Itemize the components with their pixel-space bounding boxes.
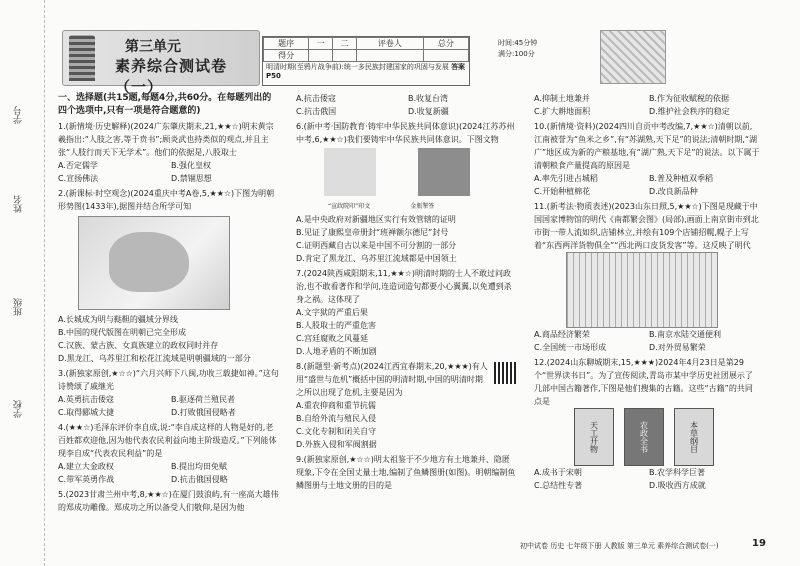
options-10 bbox=[534, 172, 760, 198]
seal-image bbox=[324, 148, 376, 196]
question-2: 2.(新课标·时空观念)(2024重庆中考A卷,5,★★☆)下图为明朝形势图(1433年),据图并结合所学可知 bbox=[58, 189, 275, 211]
question-5: 5.(2023甘肃兰州中考,8,★★☆)在厦门鼓浪屿,有一座高大雄伟的郑成功雕像。郑成功之所以备受人们敬仰,是因为他 bbox=[58, 490, 279, 512]
option[interactable]: A.是中央政府对新疆地区实行有效管辖的证明 bbox=[296, 215, 456, 224]
options-4 bbox=[58, 460, 280, 486]
book-cover: 农政全书 bbox=[624, 408, 664, 466]
option[interactable]: C.宫廷腐败之风蔓延 bbox=[296, 334, 369, 343]
option[interactable]: D.对外贸易繁荣 bbox=[649, 343, 706, 352]
option[interactable]: C.总结性专著 bbox=[534, 481, 583, 490]
binding-strip bbox=[0, 0, 45, 566]
question-7: 7.(2024陕西咸阳期末,11,★★☆)明清时期的士人不敢过问政治,也不敢看著作和学问,连造词造句都要小心翼翼,以免遭到杀身之祸。这体现了 bbox=[296, 269, 512, 304]
option[interactable]: A.商品经济繁荣 bbox=[534, 330, 590, 339]
score-head: 题序 bbox=[264, 38, 309, 50]
option[interactable]: D.外族入侵和军阀割据 bbox=[296, 440, 377, 449]
option[interactable]: B.见证了康熙皇帝册封“班禅额尔德尼”封号 bbox=[296, 228, 449, 237]
option[interactable]: C.全国统一市场形成 bbox=[534, 343, 607, 352]
track-note: 明清时期(至鸦片战争前):统一多民族封建国家的巩固与发展 答案 P50 bbox=[266, 63, 466, 80]
option[interactable]: C.汉族、蒙古族、女真族建立的政权同时并存 bbox=[58, 341, 219, 350]
name-label: 姓名 bbox=[14, 195, 24, 213]
tower-icon bbox=[69, 35, 95, 81]
unit-title: 第三单元 bbox=[125, 39, 181, 55]
option[interactable]: A.成书于宋朝 bbox=[534, 468, 582, 477]
footer-text: 初中试卷 历史 七年级下册 人教版 第三单元 素养综合测试卷(一) bbox=[520, 542, 719, 550]
question-4: 4.(★★☆)毛泽东评价李自成,说:“李自成这样的人物是好的,老百姓都欢迎他,因为他代表农民利益向地主阶级造反。”下列能体现李自成“代表农民利益”的是 bbox=[58, 423, 277, 458]
option[interactable]: B.南京水陆交通便利 bbox=[649, 330, 722, 339]
option[interactable]: B.提出均田免赋 bbox=[171, 462, 228, 471]
ancient-books bbox=[574, 408, 760, 466]
option[interactable]: C.扩大耕地面积 bbox=[534, 107, 591, 116]
score-head: 总分 bbox=[423, 38, 468, 50]
header-map-image bbox=[600, 30, 666, 84]
option[interactable]: A.英勇抗击倭寇 bbox=[58, 395, 114, 404]
option[interactable]: C.带军英勇作战 bbox=[58, 475, 115, 484]
option[interactable]: D.改良新品种 bbox=[649, 187, 698, 196]
option[interactable]: A.否定儒学 bbox=[58, 161, 98, 170]
option[interactable]: A.率先引进占城稻 bbox=[534, 174, 598, 183]
unit-banner bbox=[62, 30, 260, 96]
option[interactable]: A.建立大金政权 bbox=[58, 462, 114, 471]
question-10: 10.(新情境·资料)(2024四川自贡中考改编,7,★★☆)清朝以前,江南被誉为“鱼米之乡”,有“苏湖熟,天下足”的说法;清朝时期,“湖广”地区成为新的产粮基地,有“湖广熟,天下足”的说法。以下属于清朝粮食产量提高的原因是 bbox=[534, 122, 760, 170]
answer-ref: 答案 P50 bbox=[266, 63, 466, 80]
qr-code-icon[interactable] bbox=[494, 362, 516, 384]
column-3 bbox=[534, 92, 760, 492]
option[interactable]: D.人地矛盾的不断加剧 bbox=[296, 347, 377, 356]
score-head: 二 bbox=[333, 38, 357, 50]
option[interactable]: C.宣扬佛法 bbox=[58, 174, 99, 183]
score-head: 评卷人 bbox=[357, 38, 424, 50]
option[interactable]: C.抗击俄国 bbox=[296, 107, 337, 116]
q8-block bbox=[296, 360, 516, 399]
options-2 bbox=[58, 313, 280, 365]
option[interactable]: A.抑制土地兼并 bbox=[534, 94, 590, 103]
ming-map-figure bbox=[78, 216, 230, 310]
option[interactable]: B.普及种植双季稻 bbox=[649, 174, 714, 183]
question-12: 12.(2024山东聊城期末,15,★★★)2024年4月23日是第29个“世界读书日”。为了宣传阅读,青岛市某中学历史社团展示了几部中国古籍著作,下图是他们搜集的古籍。这些“古籍”的共同点是 bbox=[534, 358, 753, 406]
option[interactable]: D.维护社会秩序的稳定 bbox=[649, 107, 730, 116]
option[interactable]: A.抗击倭寇 bbox=[296, 94, 336, 103]
option[interactable]: B.作为征收赋税的依据 bbox=[649, 94, 730, 103]
full-score: 满分:100分 bbox=[498, 50, 535, 58]
book-cover: 天工开物 bbox=[574, 408, 614, 466]
option[interactable]: D.抗击俄国侵略 bbox=[171, 475, 228, 484]
option[interactable]: C.文化专制和闭关自守 bbox=[296, 427, 377, 436]
score-cell[interactable] bbox=[357, 50, 424, 62]
score-table bbox=[262, 36, 470, 86]
q6-images bbox=[296, 146, 516, 200]
section-title: 一、选择题(共15题,每题4分,共60分。在每题列出的四个选项中,只有一项是符合题意的) bbox=[58, 93, 272, 116]
score-cell: 得分 bbox=[264, 50, 309, 62]
option[interactable]: B.农学科学巨著 bbox=[649, 468, 706, 477]
option[interactable]: B.人股取士的严重危害 bbox=[296, 321, 377, 330]
options-12 bbox=[534, 466, 760, 492]
question-6: 6.(新中考·国防教育·铸牢中华民族共同体意识)(2024江苏苏州中考,6,★★☆)我们要铸牢中华民族共同体意识。下图文物 bbox=[296, 122, 515, 144]
q6-captions bbox=[328, 200, 516, 213]
option[interactable]: D.打败俄国侵略者 bbox=[171, 408, 236, 417]
nandu-painting-image bbox=[566, 252, 718, 328]
score-head: 一 bbox=[309, 38, 333, 50]
option[interactable]: C.开始种植棉花 bbox=[534, 187, 591, 196]
caption: “宣政院印”印文 bbox=[328, 203, 371, 210]
golden-urn-image bbox=[418, 148, 470, 196]
option[interactable]: B.强化皇权 bbox=[171, 161, 212, 170]
score-cell[interactable] bbox=[423, 50, 468, 62]
time-info bbox=[498, 38, 537, 60]
test-title: 素养综合测试卷（一） bbox=[115, 57, 228, 96]
option[interactable]: B.收复台湾 bbox=[408, 94, 449, 103]
option[interactable]: B.自给外流与殖民入侵 bbox=[296, 414, 377, 423]
column-2 bbox=[296, 92, 516, 492]
options-11 bbox=[534, 328, 760, 354]
options-9 bbox=[534, 92, 760, 118]
caption: 金瓶掣签 bbox=[410, 203, 435, 210]
question-1: 1.(新情境·历史解释)(2024广东肇庆期末,21,★★☆)明末黄宗羲指出:“人肢之害,等于贲书”;顾炎武也持类似的观点,并且主张“人肢行而天下无学术”。他们的依据是,八股取士 bbox=[58, 122, 274, 157]
score-cell[interactable] bbox=[333, 50, 357, 62]
option[interactable]: B.中国的现代版图在明朝已完全形成 bbox=[58, 328, 187, 337]
option[interactable]: A.长城成为明与鞑靼的疆域分界线 bbox=[58, 315, 178, 324]
options-3 bbox=[58, 393, 280, 419]
option[interactable]: D.禁锢思想 bbox=[171, 174, 212, 183]
time-limit: 时间:45分钟 bbox=[498, 39, 538, 47]
class-label: 班级 bbox=[14, 298, 24, 316]
option[interactable]: A.重农抑商和重节抗儒 bbox=[296, 401, 376, 410]
question-9: 9.(新独家原创,★☆☆)明太祖鉴于不少地方有土地兼并、隐匿现象,下令在全国丈量土地,编制了鱼鳞图册(如图)。明朝编制鱼鳞图册与土地文册的目的是 bbox=[296, 455, 516, 490]
score-cell[interactable] bbox=[309, 50, 333, 62]
book-cover: 本草纲目 bbox=[674, 408, 714, 466]
school-label: 学校 bbox=[14, 400, 24, 418]
option[interactable]: D.吸收西方成就 bbox=[649, 481, 706, 490]
option[interactable]: D.收复新疆 bbox=[408, 107, 449, 116]
option[interactable]: A.文字狱的严重后果 bbox=[296, 308, 368, 317]
option[interactable]: D.肯定了黑龙江、乌苏里江流域都是中国领土 bbox=[296, 254, 457, 263]
question-3: 3.(新独家原创,★☆☆)“六月兴师下八闽,功收三载捷如神。”这句诗赞颂了戚继光 bbox=[58, 369, 279, 391]
option[interactable]: C.证明西藏自古以来是中国不可分割的一部分 bbox=[296, 241, 457, 250]
page-number: 19 bbox=[752, 538, 766, 549]
option[interactable]: C.取得郾城大捷 bbox=[58, 408, 115, 417]
options-7 bbox=[296, 306, 516, 358]
question-11: 11.(新考法·物质表述)(2023山东日照,5,★★☆)下图是现藏于中国国家博物馆的明代《南都繁会图》(局部),画面上南京街市到北市街一带人流如织,店铺林立,并绘有109个店铺招幌,幌子上写着“东西两洋货物俱全”“西北两口皮货发客”等。这反映了明代 bbox=[534, 202, 759, 250]
column-1 bbox=[58, 92, 280, 514]
options-5 bbox=[296, 92, 516, 118]
option[interactable]: B.驱逐荷兰殖民者 bbox=[171, 395, 236, 404]
student-id-label: 学号 bbox=[14, 106, 24, 124]
options-6 bbox=[296, 213, 516, 265]
question-8: 8.(新题型·新考点)(2024江西宜春期末,20,★★★)有人用“盛世与危机”概括中国的明清时期,中国的明清时期之所以出现了危机,主要是因为 bbox=[296, 362, 488, 397]
option[interactable]: D.黑龙江、乌苏里江和松花江流域是明朝疆域的一部分 bbox=[58, 354, 251, 363]
options-8 bbox=[296, 399, 516, 451]
options-1 bbox=[58, 159, 280, 185]
